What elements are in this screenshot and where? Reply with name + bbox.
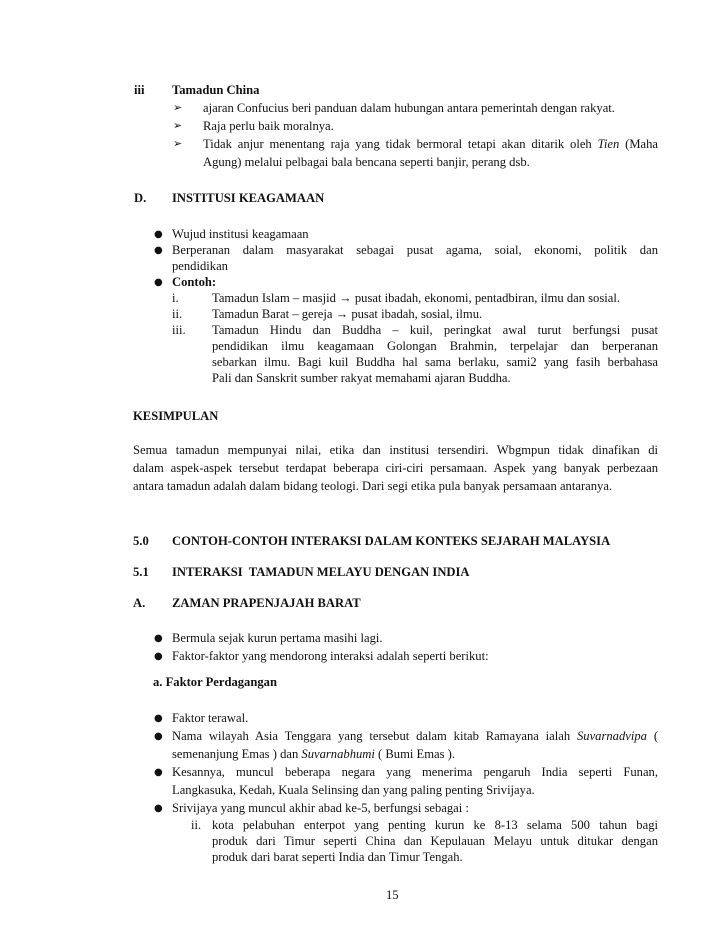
bullet-icon: ● — [154, 713, 163, 724]
list-item: Raja perlu baik moralnya. — [203, 119, 334, 133]
bullet-icon: ● — [154, 229, 163, 240]
list-item: Faktor terawal. — [172, 711, 249, 725]
sub-item-text: produk dari Timur seperti China dan Kepulauan Melayu untuk ditukar dengan — [212, 834, 658, 848]
example-number: iii. — [172, 323, 186, 337]
example-text: pendidikan ilmu keagamaan Golongan Brahmin, terpelajar dan berperanan — [212, 339, 658, 353]
sub-item-text: kota pelabuhan enterpot yang penting kurun ke 8-13 selama 500 tahun bagi — [212, 818, 658, 832]
section-5-1-number: 5.1 — [133, 565, 149, 579]
list-item: Berperanan dalam masyarakat sebagai pusat agama, soial, ekonomi, politik dan — [172, 243, 658, 257]
sub-item-text: produk dari barat seperti India dan Timur Tengah. — [212, 850, 463, 864]
list-item-continuation: semenanjung Emas ) dan Suvarnabhumi ( Bumi Emas ). — [172, 747, 455, 761]
paragraph-line: antara tamadun adalah dalam bidang teologi. Dari segi etika pula banyak persamaan antaranya. — [133, 479, 613, 493]
list-item: Bermula sejak kurun pertama masihi lagi. — [172, 631, 383, 645]
list-item: Nama wilayah Asia Tenggara yang tersebut dalam kitab Ramayana ialah Suvarnadvipa ( — [172, 729, 659, 743]
arrow-bullet-icon: ➢ — [173, 119, 183, 132]
list-item: Tidak anjur menentang raja yang tidak bermoral tetapi akan ditarik oleh Tien (Maha — [203, 137, 658, 151]
list-item: Srivijaya yang muncul akhir abad ke-5, berfungsi sebagai : — [172, 801, 469, 815]
example-text: sebarkan ilmu. Bagi kuil Buddha hal sama berlaku, sami2 yang fasih berbahasa — [212, 355, 658, 369]
list-item-continuation: Agung) melalui pelbagai bala bencana seperti banjir, perang dsb. — [203, 155, 530, 169]
arrow-bullet-icon: ➢ — [173, 101, 183, 114]
bullet-icon: ● — [154, 245, 163, 256]
example-number: i. — [172, 291, 179, 305]
list-item: Kesannya, muncul beberapa negara yang menerima pengaruh India seperti Funan, — [172, 765, 658, 779]
list-item: ajaran Confucius beri panduan dalam hubungan antara pemerintah dengan rakyat. — [203, 101, 615, 115]
list-item-heading: Contoh: — [172, 275, 217, 289]
section-d-number: D. — [134, 191, 147, 205]
paragraph-line: dalam aspek-aspek tersebut terdapat beberapa ciri-ciri persamaan. Aspek yang banyak perbezaan — [133, 461, 658, 475]
paragraph-line: Semua tamadun mempunyai nilai, etika dan institusi tersendiri. Wbgmpun tidak dinafikan di — [133, 443, 658, 457]
section-d-title: INSTITUSI KEAGAMAAN — [172, 191, 325, 205]
example-text: Tamadun Hindu dan Buddha – kuil, peringkat awal turut berfungsi pusat — [212, 323, 658, 337]
bullet-icon: ● — [154, 651, 163, 662]
sub-item-number: ii. — [191, 818, 202, 832]
example-text: Pali dan Sanskrit sumber rakyat memahami ajaran Buddha. — [212, 371, 511, 385]
section-5-0-number: 5.0 — [133, 534, 149, 548]
section-a-number: A. — [133, 596, 146, 610]
list-item-continuation: Langkasuka, Kedah, Kuala Selinsing dan yang paling penting Srivijaya. — [172, 783, 535, 797]
bullet-icon: ● — [154, 277, 163, 288]
bullet-icon: ● — [154, 731, 163, 742]
bullet-icon: ● — [154, 633, 163, 644]
subsection-a-title: a. Faktor Perdagangan — [153, 675, 277, 689]
example-number: ii. — [172, 307, 183, 321]
kesimpulan-title: KESIMPULAN — [133, 409, 219, 423]
page-number: 15 — [386, 888, 399, 902]
list-item: Faktor-faktor yang mendorong interaksi adalah seperti berikut: — [172, 649, 489, 663]
section-iii-number: iii — [134, 83, 145, 97]
example-text: Tamadun Islam – masjid → pusat ibadah, ekonomi, pentadbiran, ilmu dan sosial. — [212, 291, 620, 305]
bullet-icon: ● — [154, 767, 163, 778]
section-iii-title: Tamadun China — [172, 83, 260, 97]
list-item: Wujud institusi keagamaan — [172, 227, 309, 241]
bullet-icon: ● — [154, 803, 163, 814]
section-5-1-title: INTERAKSI TAMADUN MELAYU DENGAN INDIA — [172, 565, 470, 579]
arrow-bullet-icon: ➢ — [173, 137, 183, 150]
section-5-0-title: CONTOH-CONTOH INTERAKSI DALAM KONTEKS SEJARAH MALAYSIA — [172, 534, 611, 548]
section-a-title: ZAMAN PRAPENJAJAH BARAT — [172, 596, 361, 610]
example-text: Tamadun Barat – gereja → pusat ibadah, sosial, ilmu. — [212, 307, 483, 321]
list-item-continuation: pendidikan — [172, 259, 228, 273]
